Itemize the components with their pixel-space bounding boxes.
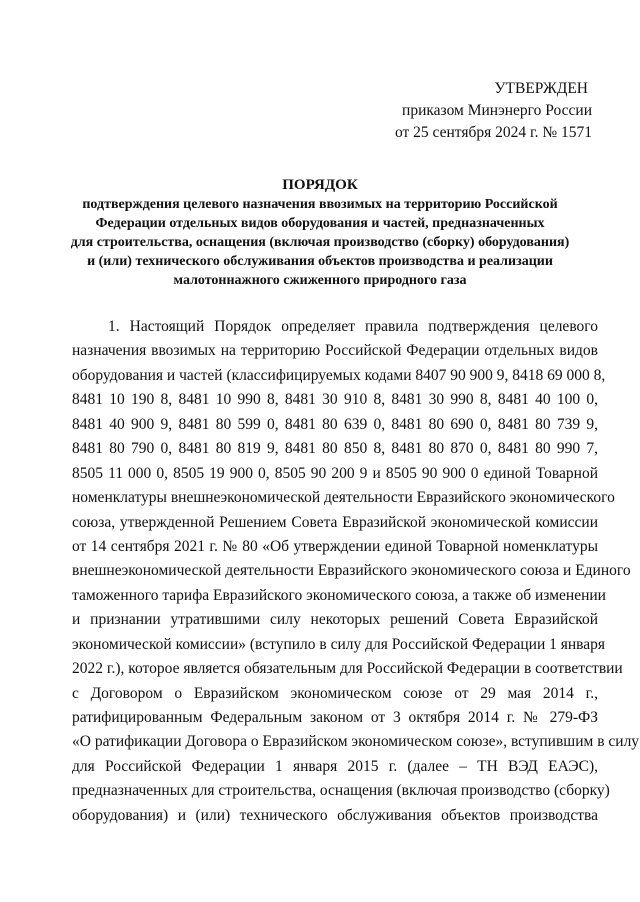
paragraph-line: 8481 40 900 9, 8481 80 599 0, 8481 80 639 0, 8481 80 690 0, 8481 80 739 9, (72, 415, 598, 433)
paragraph-line: предназначенных для строительства, оснащения (включая производство (сборку) (72, 782, 610, 800)
paragraph-line: 8505 11 000 0, 8505 19 900 0, 8505 90 200 9 и 8505 90 900 0 единой Товарной (72, 464, 598, 482)
paragraph-line: оборудования) и (или) технического обслуживания объектов производства (72, 806, 598, 824)
approval-stamp (395, 78, 592, 144)
document-subtitle-line: для строительства, оснащения (включая производство (сборку) оборудования) (70, 235, 570, 250)
paragraph-line: ратифицированным Федеральным законом от 3 октября 2014 г. № 279-ФЗ (72, 709, 598, 726)
order-date-number: от 25 сентября 2024 г. № 1571 (394, 124, 592, 141)
paragraph-line: союза, утвержденной Решением Совета Евразийской экономической комиссии (72, 513, 598, 531)
paragraph-line: от 14 сентября 2021 г. № 80 «Об утверждении единой Товарной номенклатуры (72, 537, 598, 555)
paragraph-line: 1. Настоящий Порядок определяет правила подтверждения целевого (108, 318, 598, 335)
document-title: ПОРЯДОК (282, 177, 358, 193)
document-title-block (40, 176, 600, 290)
paragraph-line: для Российской Федерации 1 января 2015 г. (далее – ТН ВЭД ЕАЭС), (72, 757, 598, 775)
paragraph-line: 8481 80 790 0, 8481 80 819 9, 8481 80 850 8, 8481 80 870 0, 8481 80 990 7, (72, 440, 598, 458)
paragraph-line: экономической комиссии» (вступило в силу для Российской Федерации 1 января (72, 635, 606, 653)
paragraph-line: таможенного тарифа Евразийского экономического союза, а также об изменении (72, 586, 606, 604)
document-subtitle-line: Федерации отдельных видов оборудования и частей, предназначенных (95, 216, 545, 231)
paragraph-line: номенклатуры внешнеэкономической деятельности Евразийского экономического (72, 489, 615, 507)
paragraph-line: и признании утратившими силу некоторых решений Совета Евразийской (72, 611, 598, 629)
paragraph-line: 2022 г.), которое является обязательным для Российской Федерации в соответствии (72, 660, 623, 678)
document-subtitle-line: малотоннажного сжиженного природного газа (173, 273, 467, 288)
paragraph-line: внешнеэкономической деятельности Евразийского экономического союза и Единого (72, 562, 631, 580)
document-subtitle-line: и (или) технического обслуживания объектов производства и реализации (87, 254, 553, 269)
paragraph-1 (72, 315, 640, 828)
paragraph-line: 8481 10 190 8, 8481 10 990 8, 8481 30 910 8, 8481 30 990 8, 8481 40 100 0, (72, 391, 598, 409)
document-subtitle-line: подтверждения целевого назначения ввозимых на территорию Российской (82, 197, 558, 212)
paragraph-line: «О ратификации Договора о Евразийском экономическом союзе», вступившим в силу (72, 733, 640, 751)
paragraph-line: оборудования и частей (классифицируемых кодами 8407 90 900 9, 8418 69 000 8, (72, 366, 606, 384)
approved-label: УТВЕРЖДЕН (494, 80, 588, 97)
paragraph-line: назначения ввозимых на территорию Российской Федерации отдельных видов (72, 342, 598, 360)
approved-by-order: приказом Минэнерго России (402, 102, 592, 119)
paragraph-line: с Договором о Евразийском экономическом союзе от 29 мая 2014 г., (72, 684, 598, 702)
